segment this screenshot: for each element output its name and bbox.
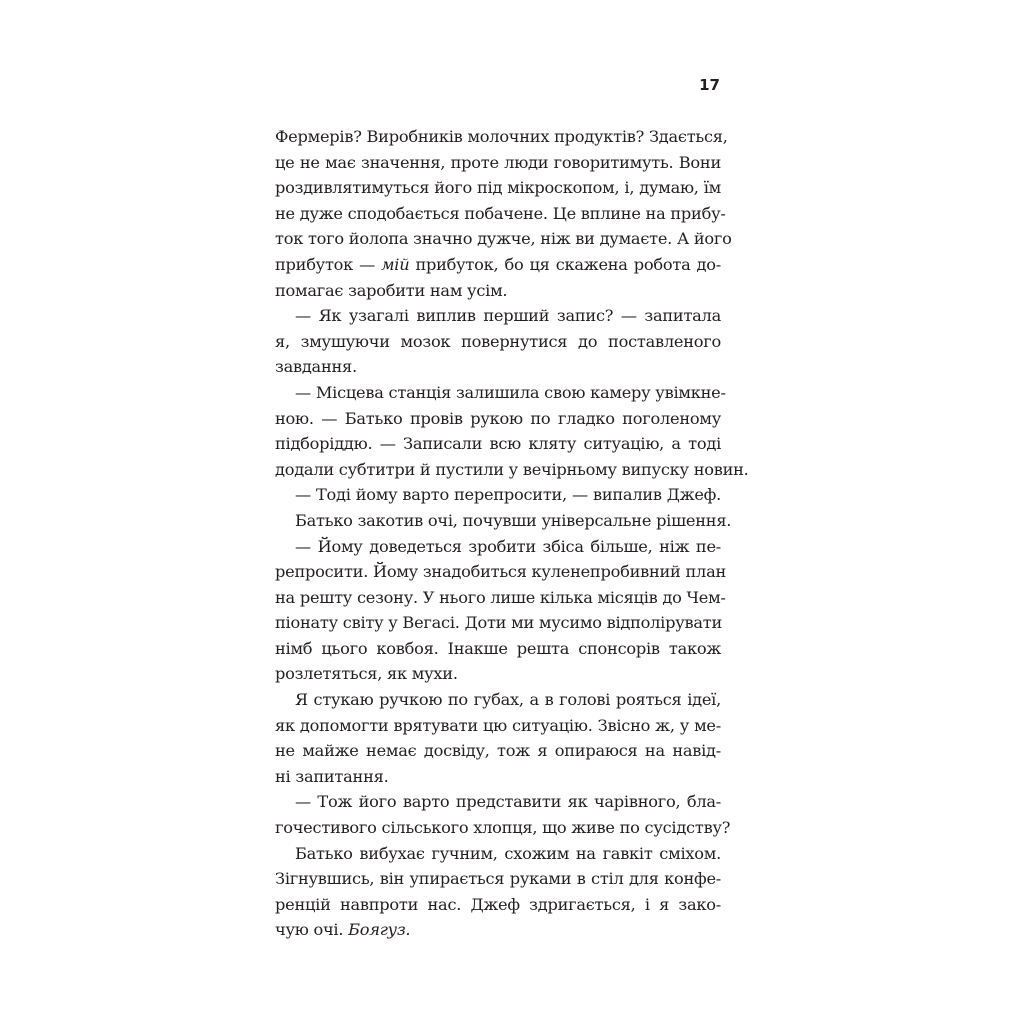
text-line: гочестивого сільського хлопця, що живе по сусідству? (275, 818, 731, 838)
text-line: помагає заробити нам усім. (275, 280, 508, 300)
text-line: не майже немає досвіду, тож я опираюся на навід- (275, 741, 721, 761)
text-line (275, 252, 721, 278)
text-line: ною. — Батько провів рукою по гладко поголеному (275, 408, 721, 428)
text-line: ток того йолопа значно дужче, ніж ви думаєте. А його (275, 229, 732, 249)
text-line: Батько закотив очі, почувши універсальне рішення. (295, 510, 732, 530)
text-line: ні запитання. (275, 766, 389, 786)
text-fragment: прибуток, бо ця скажена робота до- (409, 254, 721, 274)
text-line: піонату світу у Вегасі. Доти ми мусимо відполірувати (275, 613, 722, 633)
text-line: ренцій навпроти нас. Джеф здригається, і я зако- (275, 894, 721, 914)
text-line: Фермерів? Виробників молочних продуктів? Здається, (275, 127, 728, 146)
page-number: 17 (699, 76, 720, 94)
italic-emphasis: мій (381, 254, 410, 274)
text-line: репросити. Йому знадобиться куленепробивний план (275, 562, 727, 582)
text-line: німб цього ковбоя. Інакше решта спонсорів також (275, 638, 721, 658)
text-line: — Місцева станція залишила свою камеру увімкне- (295, 382, 726, 402)
text-line: як допомогти врятувати цю ситуацію. Звісно ж, у ме- (275, 715, 721, 735)
text-line: Батько вибухає гучним, схожим на гавкіт сміхом. (295, 843, 721, 863)
text-line: розлетяться, як мухи. (275, 664, 458, 684)
text-line: роздивлятимуться його під мікроскопом, і, думаю, їм (275, 178, 721, 198)
text-fragment: чую очі. (275, 920, 349, 940)
text-line: Я стукаю ручкою по губах, а в голові рояться ідеї, (295, 690, 721, 710)
text-line: — Тоді йому варто перепросити, — випалив Джеф. (295, 485, 721, 505)
text-line: не дуже сподобається побачене. Це вплине на прибу- (275, 203, 726, 223)
text-line: — Йому доведеться зробити збіса більше, ніж пе- (295, 536, 721, 556)
text-line: підборіддю. — Записали всю кляту ситуацію, а тоді (275, 434, 721, 454)
text-line: завдання. (275, 357, 357, 377)
text-line: я, змушуючи мозок повернутися до поставленого (275, 331, 721, 351)
italic-emphasis: Боягуз. (348, 920, 411, 940)
text-line: додали субтитри й пустили у вечірньому випуску новин. (275, 459, 749, 479)
text-fragment: прибуток — (275, 254, 382, 274)
text-line: це не має значення, проте люди говоритимуть. Вони (275, 152, 721, 172)
text-line (275, 917, 721, 943)
text-line: — Як узагалі виплив перший запис? — запитала (295, 306, 721, 326)
body-text (275, 124, 749, 943)
text-line: Зігнувшись, він упирається руками в стіл для конфе- (275, 869, 721, 889)
text-line: — Тож його варто представити як чарівного, бла- (295, 792, 721, 812)
text-line: на решту сезону. У нього лише кілька місяців до Чем- (275, 587, 726, 607)
